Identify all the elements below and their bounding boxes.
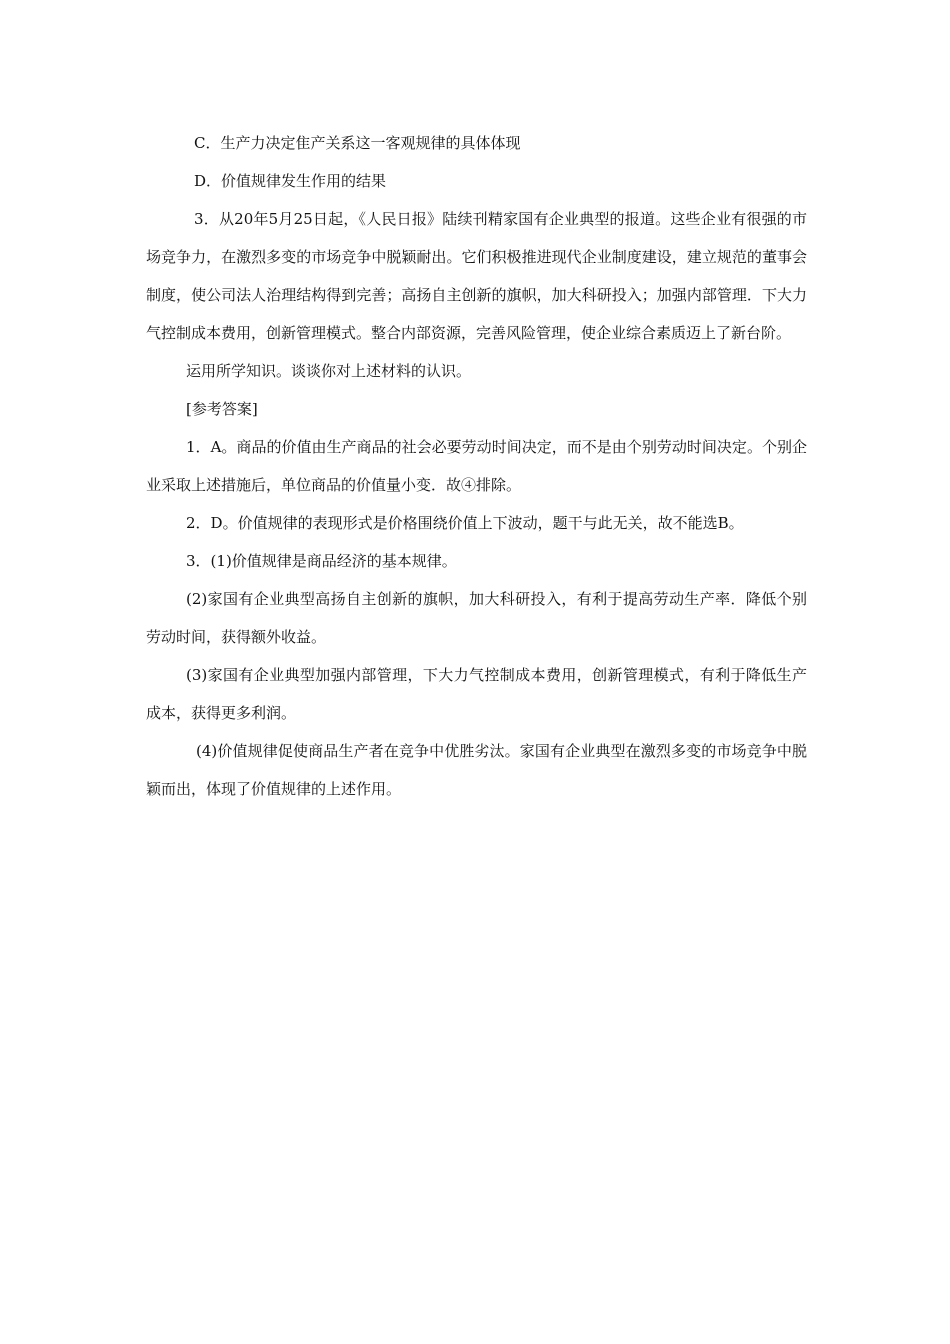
question-3-prompt: 运用所学知识。谈谈你对上述材料的认识。 [186,362,472,380]
answer-3-part-4: (4)价值规律促使商品生产者在竞争中优胜劣汰。家国有企业典型在激烈多变的市场竞争中脱颖而出，体现了价值规律的上述作用。 [146,742,807,798]
answer-3-part-3: (3)家国有企业典型加强内部管理，下大力气控制成本费用，创新管理模式，有利于降低生产成本，获得更多利润。 [146,666,807,722]
answer-header: [参考答案] [186,400,258,418]
option-c: C．生产力决定隹产关系这一客观规律的具体体现 [194,134,521,152]
answer-3-part-1: 3．(1)价值规律是商品经济的基本规律。 [186,552,457,570]
question-3: 3．从20年5月25日起，《人民日报》陆续刊精家国有企业典型的报道。这些企业有很强的市场竞争力，在激烈多变的市场竞争中脱颖耐出。它们积极推进现代企业制度建设，建立规范的董事会制度，使公司法人治理结构得到完善；高扬自主创新的旗帜，加大科研投入；加强内部管理．下大力气控制成本费用，创新管理模式。整合内部资源，完善风险管理，使企业综合素质迈上了新台阶。 [146,210,807,342]
answer-2: 2．D。价值规律的表现形式是价格围绕价值上下波动，题干与此无关，故不能选B。 [186,514,744,532]
answer-1: 1．A。商品的价值由生产商品的社会必要劳动时间决定，而不是由个别劳动时间决定。个别企业采取上述措施后，单位商品的价值量小变．故④排除。 [146,438,807,494]
document-body [146,124,807,808]
answer-3-part-2: (2)家国有企业典型高扬自主创新的旗帜，加大科研投入，有利于提高劳动生产率．降低个别劳动时间，获得额外收益。 [146,590,807,646]
option-d: D．价值规律发生作用的结果 [194,172,387,190]
